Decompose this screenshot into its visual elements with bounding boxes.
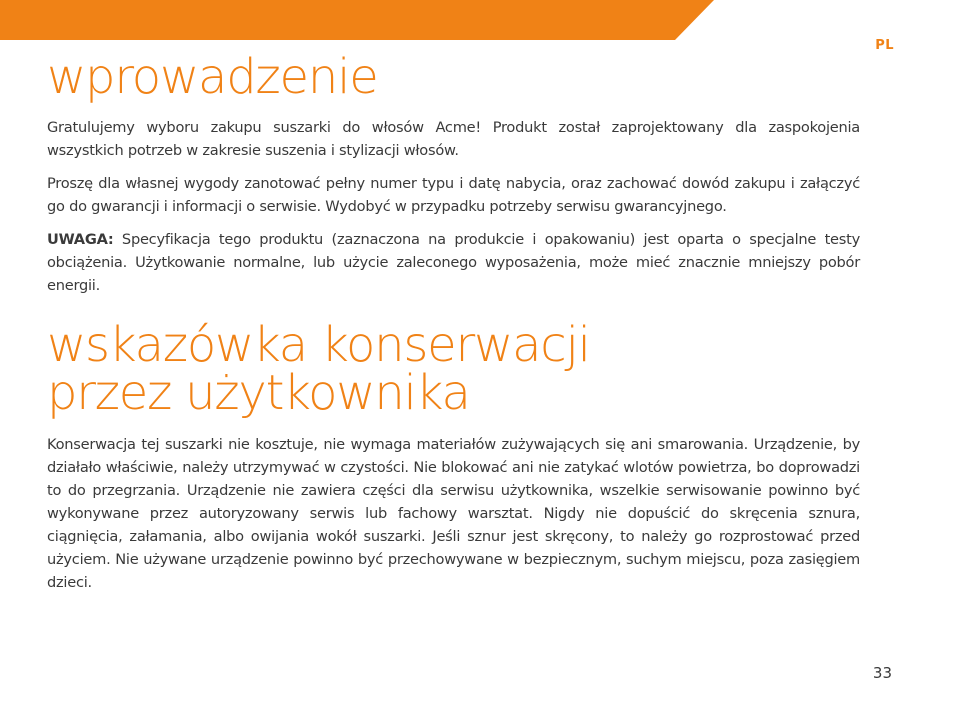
note-text: Specyfikacja tego produktu (zaznaczona na produkcie i opakowaniu) jest oparta o specjalne testy obciążenia. Użytkowanie normalne, lub użycie zaleconego wyposażenia, może mieć znacznie mniejszy pobór energii. xyxy=(47,231,860,294)
note-label: UWAGA: xyxy=(47,231,114,248)
header-band-shape xyxy=(0,0,714,40)
section-title-line-2: przez użytkownika xyxy=(47,365,470,421)
page-number: 33 xyxy=(872,664,892,682)
page-content xyxy=(47,49,860,604)
maintenance-paragraph: Konserwacja tej suszarki nie kosztuje, nie wymaga materiałów zużywających się ani smarowania. Urządzenie, by działało właściwie, należy utrzymywać w czystości. Nie blokować ani nie zatykać wlotów powietrza, bo doprowadzi to do przegrzania. Urządzenie nie zawiera części dla serwisu użytkownika, wszelkie serwisowanie powinno być wykonywane przez autoryzowany serwis lub fachowy warsztat. Nigdy nie dopuścić do skręcenia sznura, ciągnięcia, załamania, albo owijania wokół suszarki. Jeśli sznur jest skręcony, to należy go rozprostować przed użyciem. Nie używane urządzenie powinno być przechowywane w bezpiecznym, suchym miejscu, poza zasięgiem dzieci. xyxy=(47,436,860,591)
section-title-introduction: wprowadzenie xyxy=(47,49,378,105)
intro-paragraph-2: Proszę dla własnej wygody zanotować pełny numer typu i datę nabycia, oraz zachować dowód zakupu i załączyć go do gwarancji i informacji o serwisie. Wydobyć w przypadku potrzeby serwisu gwarancyjnego. xyxy=(47,175,860,215)
header-orange-band xyxy=(0,0,954,40)
section-title-line-1: wskazówka konserwacji xyxy=(47,317,590,373)
note-paragraph xyxy=(47,228,860,297)
language-code: PL xyxy=(875,38,894,53)
section-title-maintenance xyxy=(47,317,860,421)
intro-paragraph-1: Gratulujemy wyboru zakupu suszarki do włosów Acme! Produkt został zaprojektowany dla zaspokojenia wszystkich potrzeb w zakresie suszenia i stylizacji włosów. xyxy=(47,119,860,159)
